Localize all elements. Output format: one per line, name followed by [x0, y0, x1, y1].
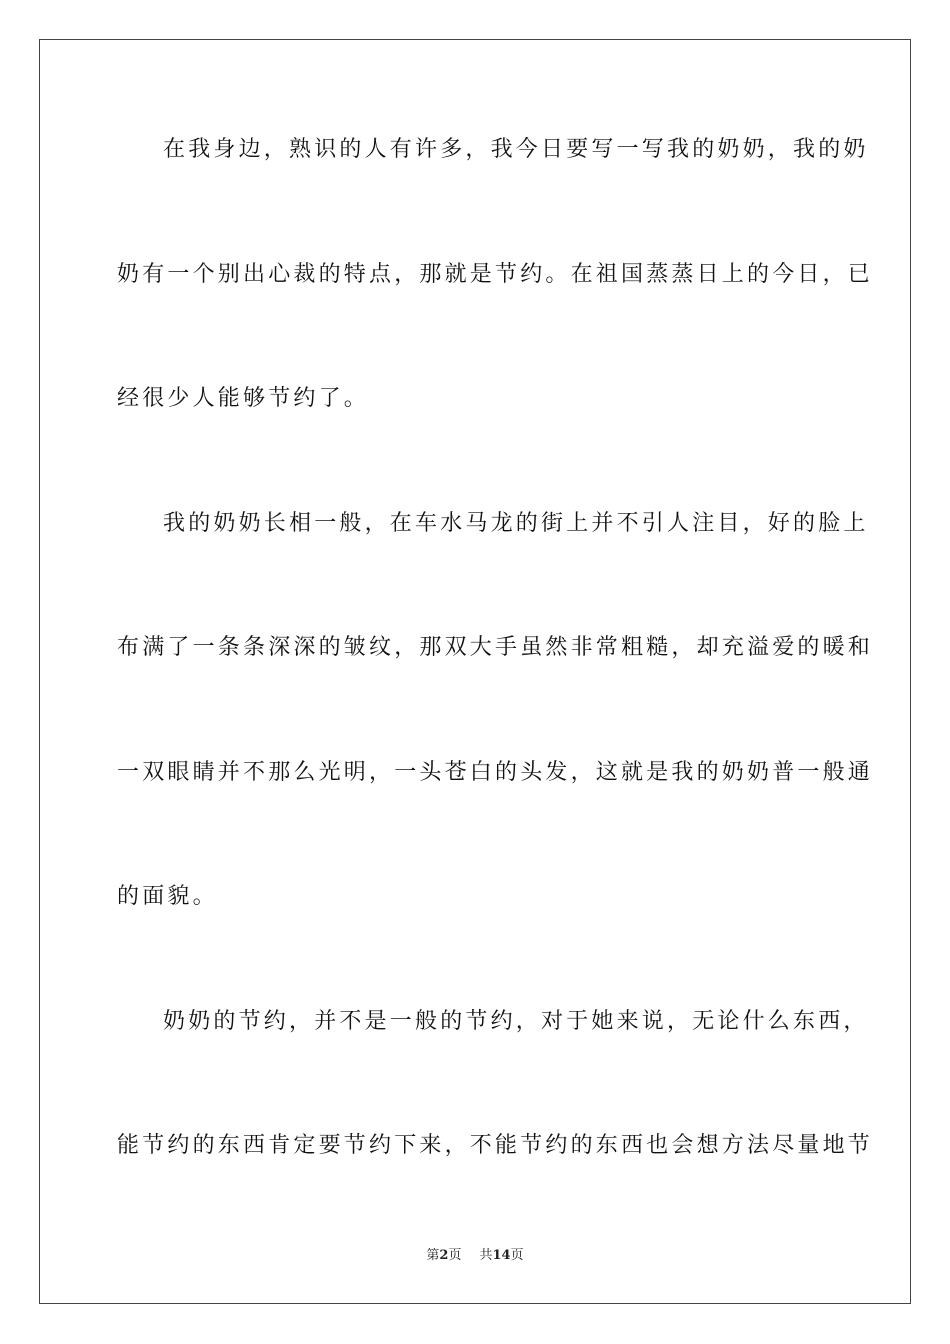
page-footer [0, 1247, 950, 1265]
paragraph-1-line-2: 奶有一个别出心裁的特点，那就是节约。在祖国蒸蒸日上的今日，已 [117, 262, 874, 287]
paragraph-2-line-1: 我的奶奶长相一般，在车水马龙的街上并不引人注目，好的脸上 [163, 511, 869, 536]
footer-total-suffix: 页 [510, 1248, 524, 1263]
footer-page-prefix: 第 [426, 1248, 440, 1263]
footer-total-prefix: 共 [479, 1248, 493, 1263]
paragraph-2-line-4: 的面貌。 [117, 884, 218, 909]
paragraph-3-line-2: 能节约的东西肯定要节约下来，不能节约的东西也会想方法尽量地节 [117, 1133, 874, 1158]
footer-total-pages: 14 [492, 1248, 511, 1263]
paragraph-2-line-3: 一双眼睛并不那么光明，一头苍白的头发，这就是我的奶奶普一般通 [117, 760, 874, 785]
footer-page-number: 2 [439, 1248, 449, 1263]
paragraph-2-line-2: 布满了一条条深深的皱纹，那双大手虽然非常粗糙，却充溢爱的暖和 [117, 635, 874, 660]
page-frame [39, 39, 911, 1304]
paragraph-1-line-3: 经很少人能够节约了。 [117, 386, 370, 411]
paragraph-3-line-1: 奶奶的节约，并不是一般的节约，对于她来说，无论什么东西， [163, 1009, 869, 1034]
footer-page-suffix: 页 [448, 1248, 462, 1263]
paragraph-1-line-1: 在我身边，熟识的人有许多，我今日要写一写我的奶奶，我的奶 [163, 137, 869, 162]
